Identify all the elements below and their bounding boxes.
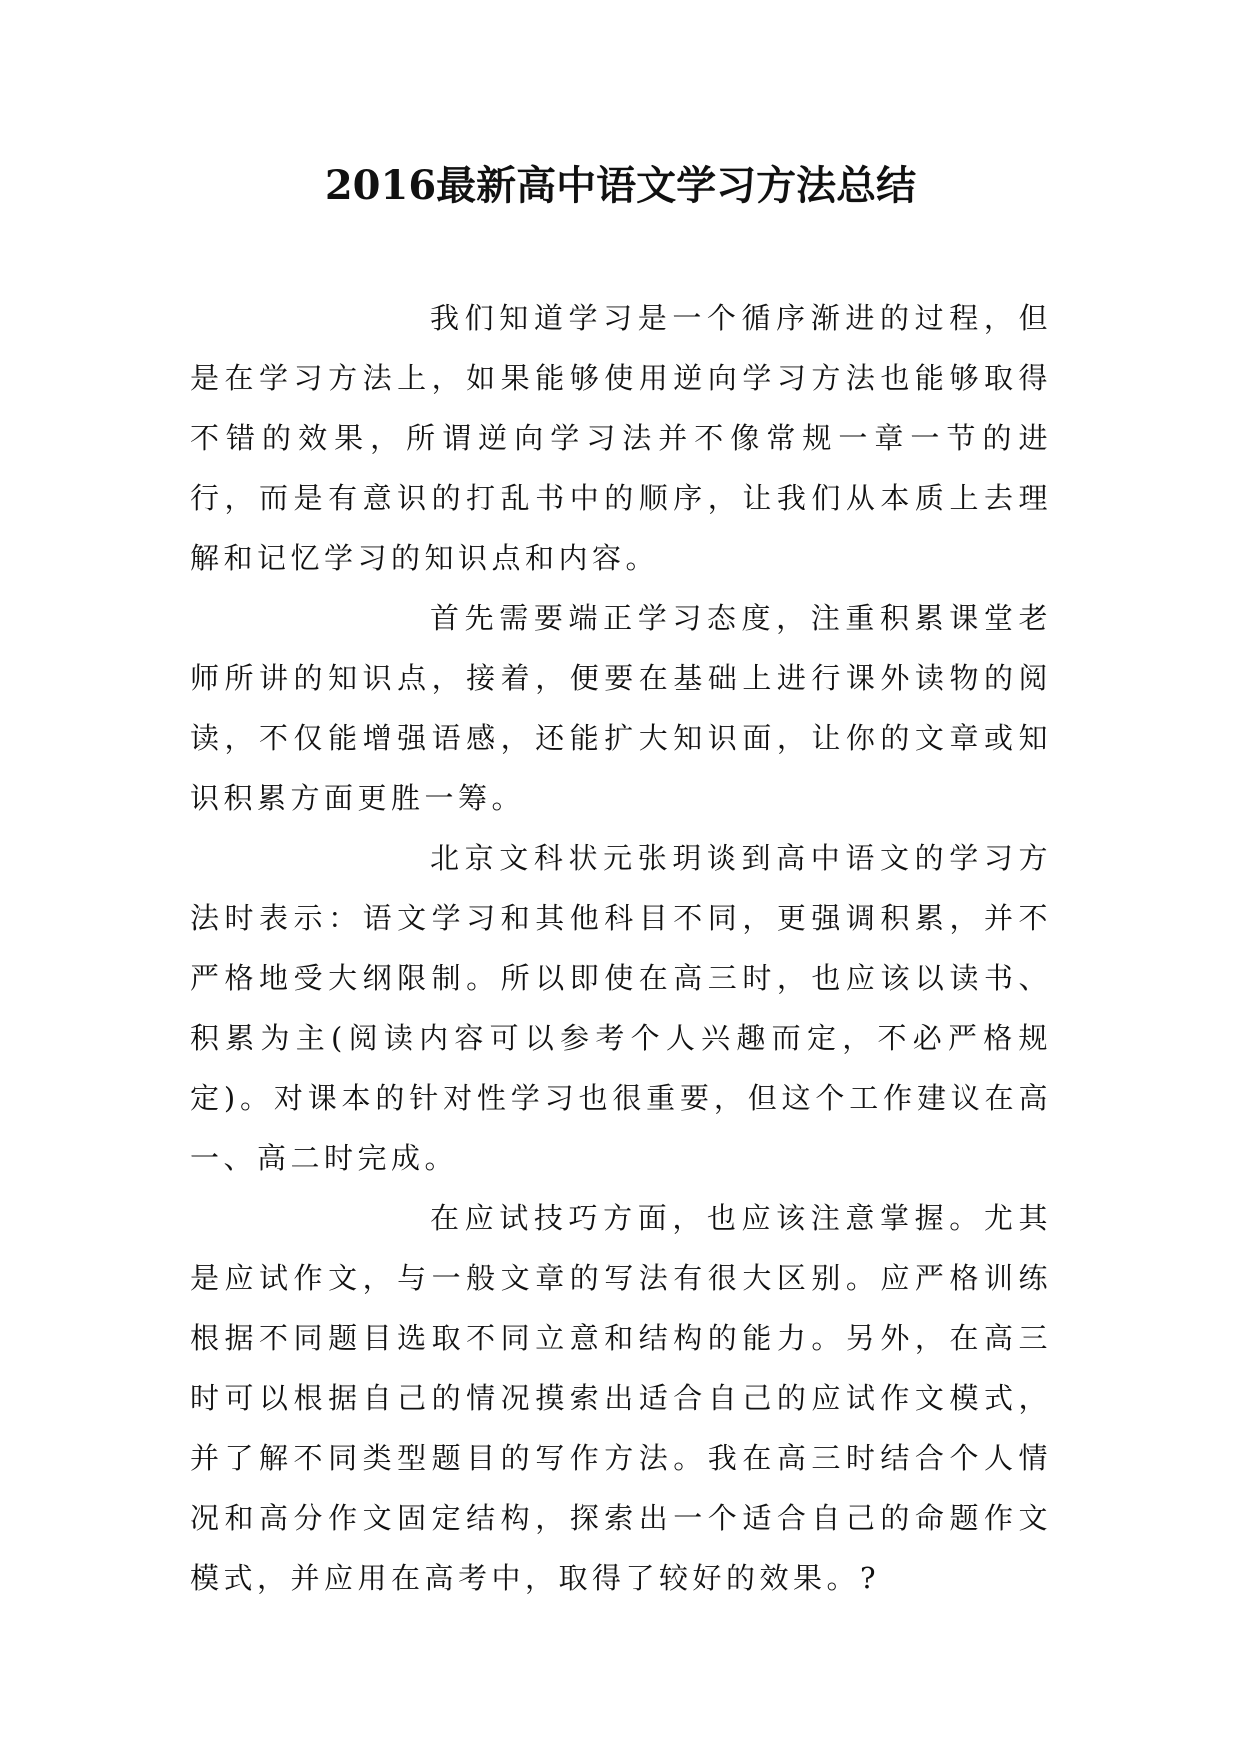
paragraph-4: 在应试技巧方面，也应该注意掌握。尤其是应试作文，与一般文章的写法有很大区别。应严格训练根据不同题目选取不同立意和结构的能力。另外，在高三时可以根据自己的情况摸索出适合自己的应试作文模式，并了解不同类型题目的写作方法。我在高三时结合个人情况和高分作文固定结构，探索出一个适合自己的命题作文模式，并应用在高考中，取得了较好的效果。? — [190, 1201, 1052, 1595]
paragraph-3: 北京文科状元张玥谈到高中语文的学习方法时表示：语文学习和其他科目不同，更强调积累，并不严格地受大纲限制。所以即使在高三时，也应该以读书、积累为主(阅读内容可以参考个人兴趣而定，不必严格规定)。对课本的针对性学习也很重要，但这个工作建议在高一、高二时完成。 — [190, 841, 1052, 1175]
document-title: 2016最新高中语文学习方法总结 — [324, 162, 917, 209]
document-body — [190, 288, 1052, 1608]
paragraph-2: 首先需要端正学习态度，注重积累课堂老师所讲的知识点，接着，便要在基础上进行课外读物的阅读，不仅能增强语感，还能扩大知识面，让你的文章或知识积累方面更胜一筹。 — [190, 601, 1052, 815]
paragraph-1: 我们知道学习是一个循序渐进的过程，但是在学习方法上，如果能够使用逆向学习方法也能够取得不错的效果，所谓逆向学习法并不像常规一章一节的进行，而是有意识的打乱书中的顺序，让我们从本质上去理解和记忆学习的知识点和内容。 — [190, 301, 1052, 575]
